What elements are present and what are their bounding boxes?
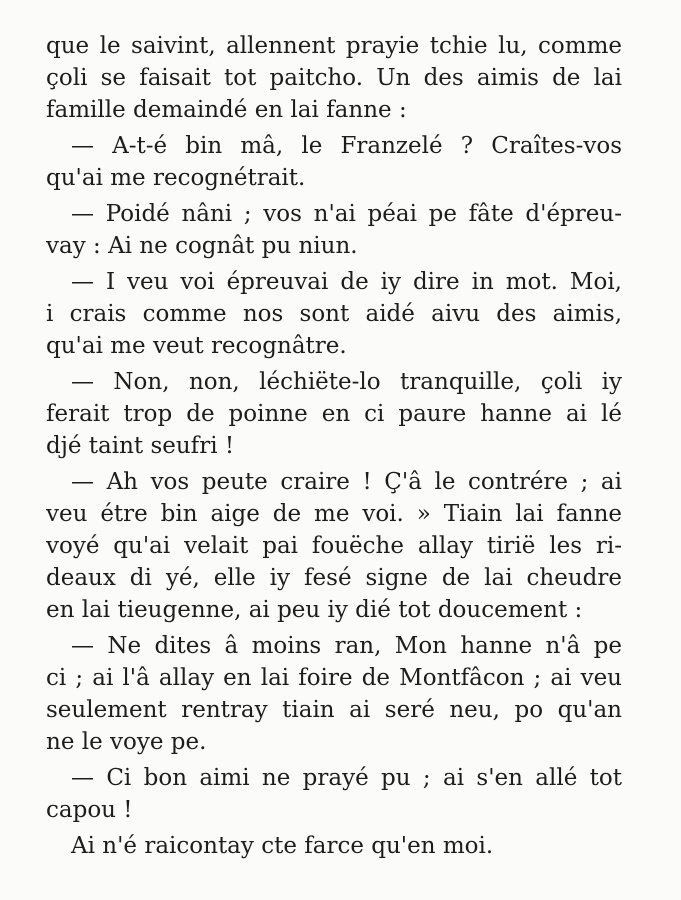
paragraph-3	[46, 198, 622, 262]
text-line: i crais comme nos sont aidé aivu des aimis,	[46, 301, 622, 327]
text-line: qu'ai me veut recognâtre.	[46, 333, 347, 359]
text-line: — Non, non, léchiëte-lo tranquille, çoli iy	[71, 369, 622, 395]
paragraph-7	[46, 630, 622, 758]
text-line: — I veu voi épreuvai de iy dire in mot. Moi,	[71, 269, 622, 295]
text-line: — Ah vos peute craire ! Ç'â le contrére ; ai	[71, 469, 622, 495]
text-line: voyé qu'ai velait pai fouëche allay tirië les ri-	[46, 533, 622, 559]
text-line: famille demaindé en lai fanne :	[46, 97, 407, 123]
text-line: — Ci bon aimi ne prayé pu ; ai s'en allé tot	[71, 765, 622, 791]
text-line: capou !	[46, 797, 133, 823]
text-line: seulement rentray tiain ai seré neu, po qu'an	[46, 697, 622, 723]
paragraph-2	[46, 130, 622, 194]
text-line: ne le voye pe.	[46, 729, 207, 755]
text-line: veu étre bin aige de me voi. » Tiain lai fanne	[46, 501, 622, 527]
paragraph-5	[46, 366, 622, 462]
text-line: vay : Ai ne cognât pu niun.	[46, 233, 358, 259]
text-line: — Ne dites â moins ran, Mon hanne n'â pe	[71, 633, 622, 659]
paragraph-8	[46, 762, 622, 826]
text-line: ferait trop de poinne en ci paure hanne ai lé	[46, 401, 622, 427]
text-line: que le saivint, allennent prayie tchie lu, comme	[46, 33, 622, 59]
text-line: en lai tieugenne, ai peu iy dié tot doucement :	[46, 597, 583, 623]
text-line: deaux di yé, elle iy fesé signe de lai cheudre	[46, 565, 622, 591]
text-line: — A-t-é bin mâ, le Franzelé ? Craîtes-vos	[71, 133, 622, 159]
text-line: ci ; ai l'â allay en lai foire de Montfâcon ; ai veu	[46, 665, 622, 691]
text-line: djé taint seufri !	[46, 433, 235, 459]
text-line: çoli se faisait tot paitcho. Un des aimis de lai	[46, 65, 622, 91]
paragraph-4	[46, 266, 622, 362]
paragraph-6	[46, 466, 622, 626]
text-line: qu'ai me recognétrait.	[46, 165, 306, 191]
text-line: Ai n'é raicontay cte farce qu'en moi.	[71, 833, 494, 859]
paragraph-9	[46, 830, 622, 862]
text-line: — Poidé nâni ; vos n'ai péai pe fâte d'épreu-	[71, 201, 622, 227]
book-page	[46, 30, 622, 870]
paragraph-1	[46, 30, 622, 126]
